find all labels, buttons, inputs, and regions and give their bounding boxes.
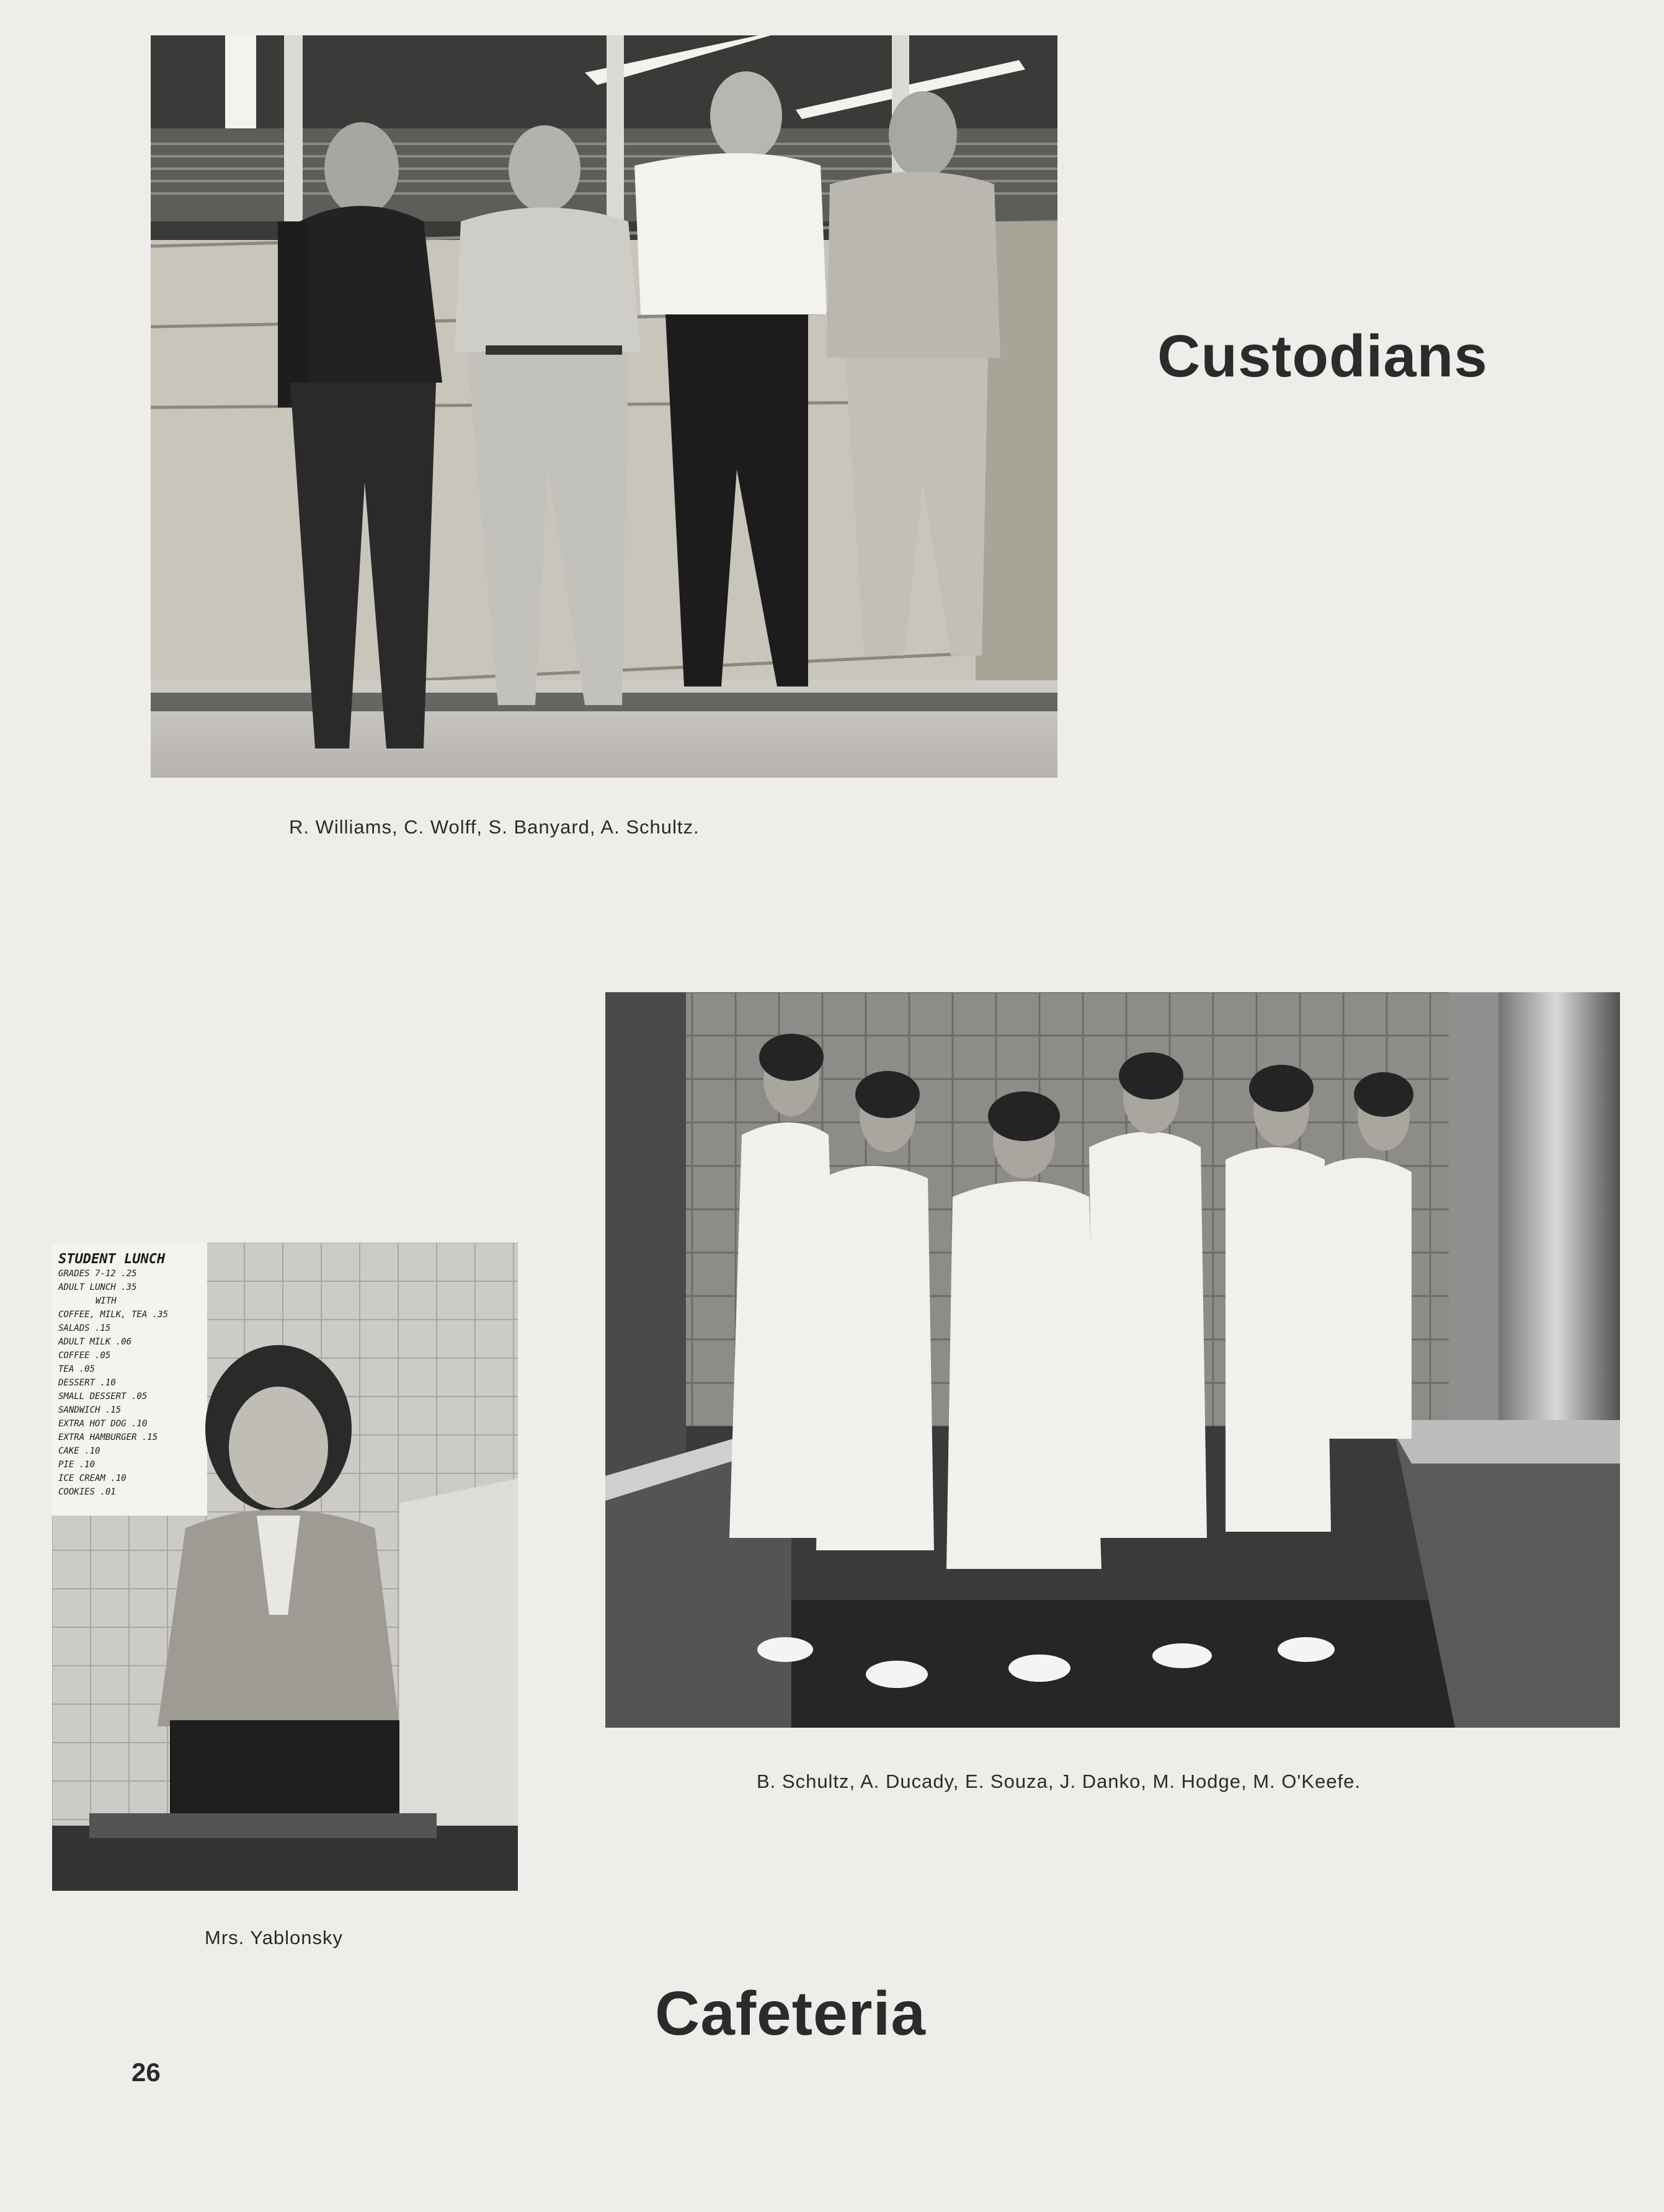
custodians-caption: R. Williams, C. Wolff, S. Banyard, A. Schultz. xyxy=(289,816,700,838)
menu-item: GRADES 7-12 .25 xyxy=(58,1269,137,1279)
menu-item: ADULT LUNCH .35 xyxy=(58,1282,137,1292)
menu-item: SMALL DESSERT .05 xyxy=(58,1392,148,1401)
menu-item: CAKE .10 xyxy=(58,1446,100,1456)
menu-item: PIE .10 xyxy=(58,1460,96,1470)
menu-item: SANDWICH .15 xyxy=(58,1405,122,1415)
menu-item: COFFEE .05 xyxy=(58,1351,111,1361)
menu-item: ICE CREAM .10 xyxy=(58,1473,127,1483)
menu-item: EXTRA HOT DOG .10 xyxy=(58,1419,148,1429)
menu-item: COOKIES .01 xyxy=(58,1487,116,1497)
menu-item: ADULT MILK .06 xyxy=(58,1337,132,1347)
menu-item: DESSERT .10 xyxy=(58,1378,116,1388)
menu-sign xyxy=(58,1251,207,1499)
menu-item: SALADS .15 xyxy=(58,1323,111,1333)
custodians-heading: Custodians xyxy=(1157,323,1488,389)
menu-sign-title: STUDENT LUNCH xyxy=(58,1251,166,1267)
page-number: 26 xyxy=(131,2058,161,2087)
menu-item: COFFEE, MILK, TEA .35 xyxy=(58,1310,169,1320)
cafeteria-staff-photo xyxy=(605,992,1620,1728)
cashier-caption: Mrs. Yablonsky xyxy=(205,1927,344,1948)
cafeteria-heading: Cafeteria xyxy=(655,1979,926,2048)
menu-item: EXTRA HAMBURGER .15 xyxy=(58,1432,158,1442)
menu-item: WITH xyxy=(96,1296,117,1306)
custodians-photo xyxy=(151,35,1057,778)
cafeteria-staff-caption: B. Schultz, A. Ducady, E. Souza, J. Danko, M. Hodge, M. O'Keefe. xyxy=(757,1770,1361,1792)
menu-item: TEA .05 xyxy=(58,1364,96,1374)
cashier-photo xyxy=(52,1243,518,1891)
